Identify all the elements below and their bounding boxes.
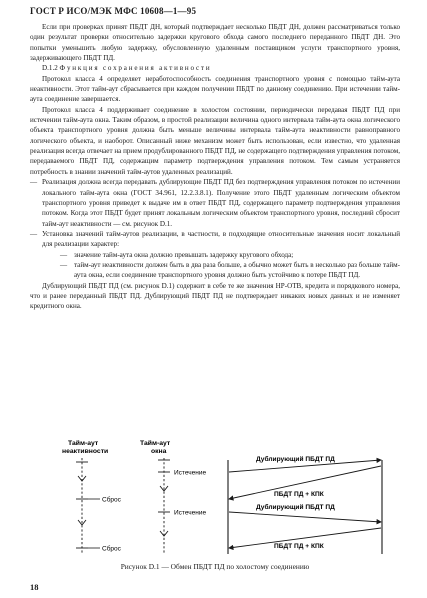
dash-marker: —	[30, 178, 38, 187]
expiry-label: Истечение	[174, 509, 207, 517]
sub-list-item	[30, 260, 400, 281]
dash-marker: —	[60, 260, 68, 269]
body-text	[30, 22, 400, 312]
paragraph-3: Протокол класса 4 поддерживает соединение в холостом состоянии, периодически передавая ПБДТ ПД при истечении тайм-аута окна. Таким образом, в простой реализации величина одного интервала тайм-аута окна логического объекта транспортного уровня должна быть меньше величины интервала тайм-аута неактивности равноправного логического объекта, и наоборот. Описанный ниже механизм может быть использован, если известно, что удаленная реализация всегда отвечает на прием продублированного ПБДТ ПД, не содержащего подтверждения управления потоком, передаваемого ПБДТ ПД, содержащим параметр подтверждения управления потоком. Тем самым устраняется потребность в знании значений тайм-аутов удаленных реализаций.	[30, 105, 400, 176]
paragraph-4: Дублирующий ПБДТ ПД (см. рисунок D.1) содержит в себе те же значения НР-ОТВ, кредита и порядкового номера, что и ранее переданный ПБДТ ПД. Дублирующий ПБДТ ПД не подтверждает никаких новых данных и не изменяет кредитного окна.	[30, 281, 400, 311]
sub-list-item	[30, 250, 400, 260]
col1-label-2: неактивности	[62, 448, 109, 455]
list-item-text: Установка значений тайм-аутов реализации, в частности, в подходящие относительные значения носит локальный для реализации характер:	[42, 229, 400, 249]
dash-marker: —	[30, 229, 38, 238]
dash-marker: —	[60, 250, 68, 259]
message-label: ПБДТ ПД + КПК	[274, 543, 324, 550]
reset-label: Сброс	[102, 545, 121, 553]
col2-label-2: окна	[151, 448, 167, 455]
sequence-diagram	[30, 436, 400, 558]
page-header: ГОСТ Р ИСО/МЭК МФС 10608—1—95	[30, 6, 197, 16]
list-item-text: Реализация должна всегда передавать дублирующие ПБДТ ПД без подтверждения управления потоком по истечении локального тайм-аута окна (ГОСТ 34.961, 12.2.3.8.1). Получение этого ПБДТ удаленным логическим объектом транспортного уровня приведет к выдаче им в ответ ПБДТ ПД, содержащего параметр подтверждения управления потоком. Когда этот ПБДТ будет принят локальным логическим объектом транспортного уровня, последний сбросит тайм-аут неактивности — см. рисунок D.1.	[42, 178, 400, 228]
window-timer-line	[158, 458, 170, 554]
paragraph-2: Протокол класса 4 определяет неработоспособность соединения транспортного уровня с помощью тайм-аута неактивности. Этот тайм-аут сбрасывается при каждом получении ПБДТ по данному соединению. При истечении тайм-аута соединение завершается.	[30, 74, 400, 104]
message-label: ПБДТ ПД + КПК	[274, 491, 324, 498]
section-heading	[30, 63, 400, 73]
sub-list-item-text: значение тайм-аута окна должно превышать задержку кругового обхода;	[74, 250, 294, 259]
sub-list-item-text: тайм-аут неактивности должен быть в два раза больше, а обычно может быть в несколько раз больше тайм-аута окна, если соединение транспортного уровня должно быть устойчиво к потере ПБДТ ПД.	[74, 260, 400, 280]
figure-caption: Рисунок D.1 — Обмен ПБДТ ПД по холостому соединению	[120, 562, 310, 571]
section-title: Функция сохранения активности	[59, 64, 212, 73]
message-label: Дублирующий ПБДТ ПД	[256, 456, 335, 463]
col2-label: Тайм-аут	[140, 440, 171, 447]
inactivity-timer-line	[76, 458, 88, 554]
expiry-label: Истечение	[174, 469, 207, 477]
list-item	[30, 229, 400, 250]
list-item	[30, 177, 400, 229]
col1-label: Тайм-аут	[68, 440, 99, 447]
reset-label: Сброс	[102, 496, 121, 504]
page-number: 18	[30, 582, 39, 592]
section-number: D.1.2	[42, 64, 58, 73]
message-arrow	[229, 512, 381, 522]
message-label: Дублирующий ПБДТ ПД	[256, 504, 335, 511]
paragraph-1: Если при проверках принят ПБДТ ДН, который подтверждает несколько ПБДТ ДН, должен рассматриваться только один результат проверки относительно задержки кругового обхода самого последнего переданного ПБДТ ДН. Это попытки уменьшить любую задержку, обусловленную удаленным поставщиком услуги транспортного уровня, задерживающего ПБДТ ПД.	[30, 23, 400, 63]
